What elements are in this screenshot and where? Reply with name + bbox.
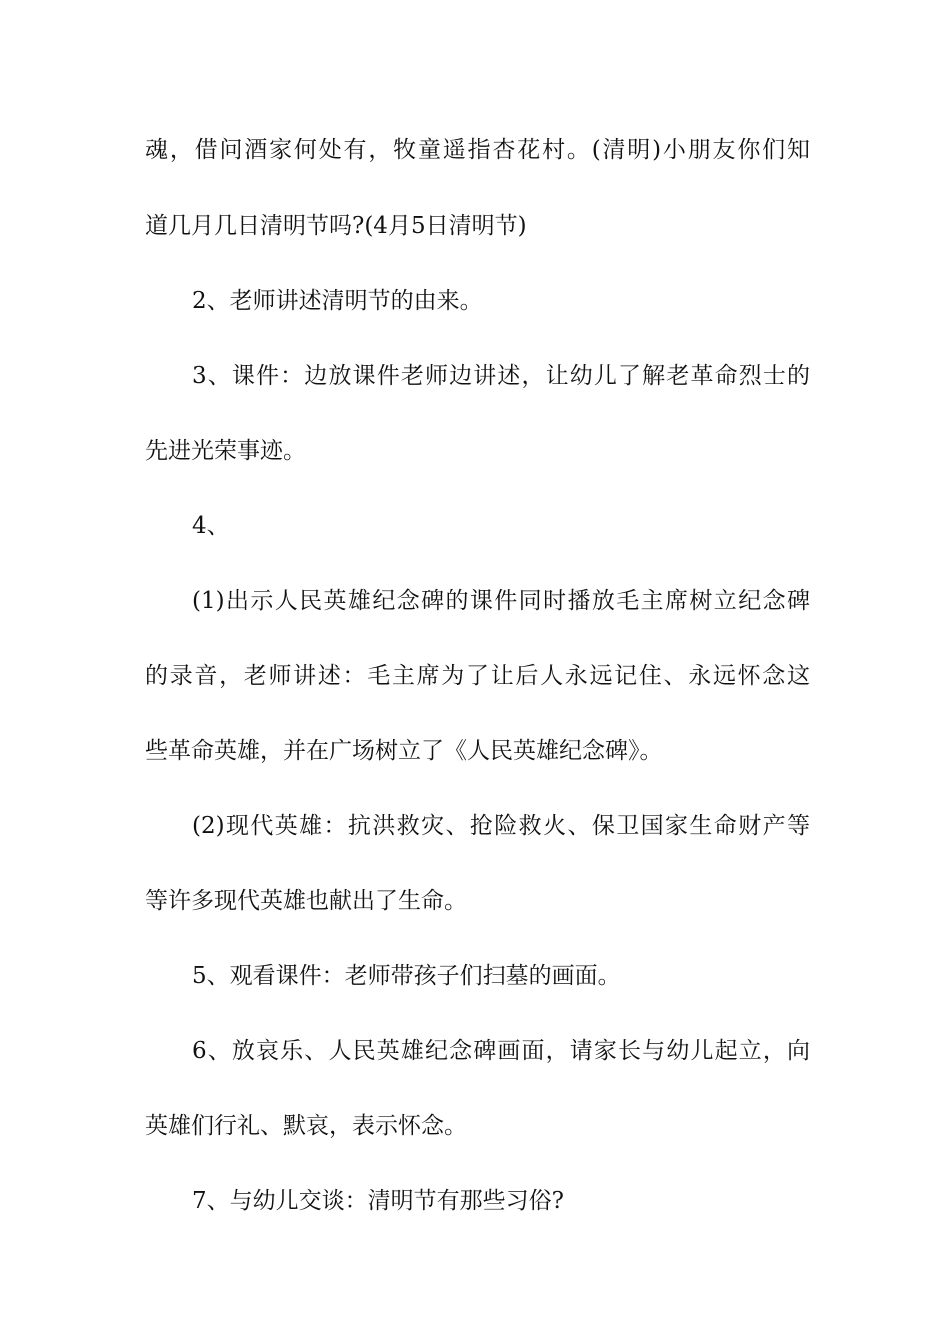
text-line-11: 等许多现代英雄也献出了生命。 (145, 888, 467, 914)
text-line-8: 的录音，老师讲述：毛主席为了让后人永远记住、永远怀念这 (145, 663, 810, 689)
text-line-4: 3、课件：边放课件老师边讲述，让幼儿了解老革命烈士的 (192, 363, 810, 389)
text-line-7: (1)出示人民英雄纪念碑的课件同时播放毛主席树立纪念碑 (192, 588, 810, 614)
text-line-1: 魂，借问酒家何处有，牧童遥指杏花村。(清明)小朋友你们知 (145, 137, 810, 163)
text-line-2: 道几月几日清明节吗?(4月5日清明节) (145, 213, 527, 239)
text-line-13: 6、放哀乐、人民英雄纪念碑画面，请家长与幼儿起立，向 (192, 1038, 810, 1064)
text-line-12: 5、观看课件：老师带孩子们扫墓的画面。 (192, 963, 621, 989)
text-line-5: 先进光荣事迹。 (145, 438, 306, 464)
text-line-6: 4、 (192, 513, 230, 539)
text-line-9: 些革命英雄，并在广场树立了《人民英雄纪念碑》。 (145, 738, 663, 764)
text-line-15: 7、与幼儿交谈：清明节有那些习俗? (192, 1188, 564, 1214)
text-line-3: 2、老师讲述清明节的由来。 (192, 288, 483, 314)
text-line-14: 英雄们行礼、默哀，表示怀念。 (145, 1113, 467, 1139)
text-line-10: (2)现代英雄：抗洪救灾、抢险救火、保卫国家生命财产等 (192, 813, 810, 839)
